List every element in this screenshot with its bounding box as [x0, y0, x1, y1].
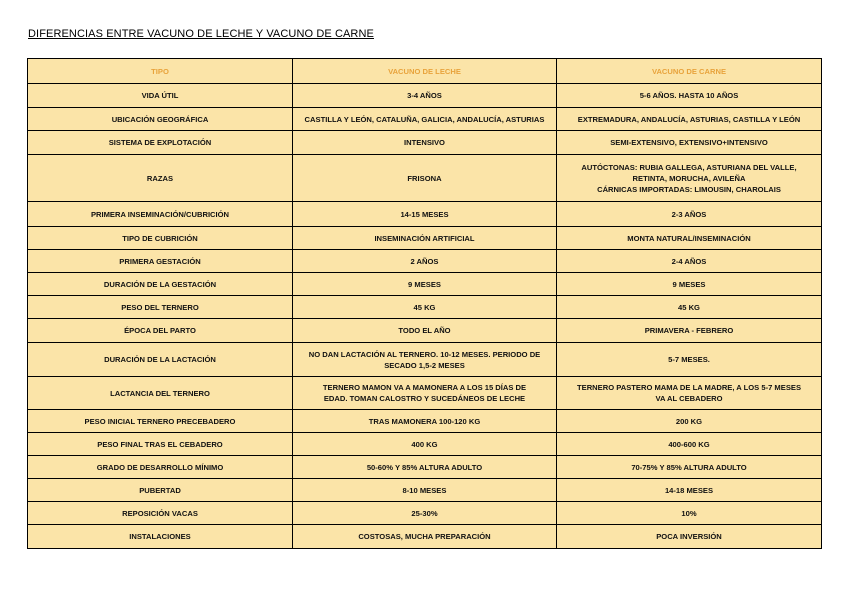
table-row — [28, 202, 822, 227]
table-row — [28, 343, 822, 377]
leche-cell: TODO EL AÑO — [293, 319, 557, 343]
carne-cell: 70-75% Y 85% ALTURA ADULTO — [557, 456, 822, 479]
table-row — [28, 502, 822, 525]
row-label-cell: PESO INICIAL TERNERO PRECEBADERO — [28, 410, 293, 433]
carne-cell: AUTÓCTONAS: RUBIA GALLEGA, ASTURIANA DEL VALLE, RETINTA, MORUCHA, AVILEÑA CÁRNICAS IMPORTADAS: LIMOUSIN, CHAROLAIS — [557, 155, 822, 202]
row-label-cell: LACTANCIA DEL TERNERO — [28, 377, 293, 410]
leche-cell: CASTILLA Y LEÓN, CATALUÑA, GALICIA, ANDALUCÍA, ASTURIAS — [293, 108, 557, 131]
leche-cell: 3-4 AÑOS — [293, 84, 557, 108]
row-label-cell: DURACIÓN DE LA GESTACIÓN — [28, 273, 293, 296]
row-label-cell: PUBERTAD — [28, 479, 293, 502]
row-label-cell: DURACIÓN DE LA LACTACIÓN — [28, 343, 293, 377]
row-label-cell: INSTALACIONES — [28, 525, 293, 549]
carne-cell: 45 KG — [557, 296, 822, 319]
carne-cell: 5-7 MESES. — [557, 343, 822, 377]
leche-cell: 400 KG — [293, 433, 557, 456]
leche-cell: FRISONA — [293, 155, 557, 202]
leche-cell: TRAS MAMONERA 100-120 KG — [293, 410, 557, 433]
comparison-table — [27, 58, 822, 549]
leche-cell: 2 AÑOS — [293, 250, 557, 273]
carne-cell: 2-3 AÑOS — [557, 202, 822, 227]
leche-cell: 45 KG — [293, 296, 557, 319]
leche-cell: 25-30% — [293, 502, 557, 525]
row-label-cell: GRADO DE DESARROLLO MÍNIMO — [28, 456, 293, 479]
header-cell: VACUNO DE CARNE — [557, 59, 822, 84]
leche-cell: 50-60% Y 85% ALTURA ADULTO — [293, 456, 557, 479]
row-label-cell: PRIMERA INSEMINACIÓN/CUBRICIÓN — [28, 202, 293, 227]
row-label-cell: PRIMERA GESTACIÓN — [28, 250, 293, 273]
row-label-cell: SISTEMA DE EXPLOTACIÓN — [28, 131, 293, 155]
row-label-cell: TIPO DE CUBRICIÓN — [28, 227, 293, 250]
carne-cell: 10% — [557, 502, 822, 525]
leche-cell: NO DAN LACTACIÓN AL TERNERO. 10-12 MESES. PERIODO DE SECADO 1,5-2 MESES — [293, 343, 557, 377]
table-body — [28, 59, 822, 549]
carne-cell: 2-4 AÑOS — [557, 250, 822, 273]
leche-cell: 8-10 MESES — [293, 479, 557, 502]
header-cell: VACUNO DE LECHE — [293, 59, 557, 84]
table-row — [28, 525, 822, 549]
table-row — [28, 319, 822, 343]
table-row — [28, 108, 822, 131]
carne-cell: POCA INVERSIÓN — [557, 525, 822, 549]
table-row — [28, 377, 822, 410]
carne-cell: MONTA NATURAL/INSEMINACIÓN — [557, 227, 822, 250]
carne-cell: SEMI-EXTENSIVO, EXTENSIVO+INTENSIVO — [557, 131, 822, 155]
leche-cell: 14-15 MESES — [293, 202, 557, 227]
header-row — [28, 59, 822, 84]
leche-cell: INTENSIVO — [293, 131, 557, 155]
row-label-cell: RAZAS — [28, 155, 293, 202]
row-label-cell: ÉPOCA DEL PARTO — [28, 319, 293, 343]
table-row — [28, 479, 822, 502]
carne-cell: 14-18 MESES — [557, 479, 822, 502]
table-row — [28, 227, 822, 250]
carne-cell: TERNERO PASTERO MAMA DE LA MADRE, A LOS 5-7 MESES VA AL CEBADERO — [557, 377, 822, 410]
carne-cell: 9 MESES — [557, 273, 822, 296]
table-row — [28, 433, 822, 456]
carne-cell: 400-600 KG — [557, 433, 822, 456]
table-row — [28, 155, 822, 202]
row-label-cell: UBICACIÓN GEOGRÁFICA — [28, 108, 293, 131]
carne-cell: EXTREMADURA, ANDALUCÍA, ASTURIAS, CASTILLA Y LEÓN — [557, 108, 822, 131]
table-row — [28, 84, 822, 108]
table-row — [28, 456, 822, 479]
carne-cell: PRIMAVERA - FEBRERO — [557, 319, 822, 343]
document-title: DIFERENCIAS ENTRE VACUNO DE LECHE Y VACUNO DE CARNE — [28, 28, 374, 40]
table-row — [28, 250, 822, 273]
leche-cell: INSEMINACIÓN ARTIFICIAL — [293, 227, 557, 250]
row-label-cell: VIDA ÚTIL — [28, 84, 293, 108]
leche-cell: COSTOSAS, MUCHA PREPARACIÓN — [293, 525, 557, 549]
table-row — [28, 131, 822, 155]
table-row — [28, 273, 822, 296]
carne-cell: 200 KG — [557, 410, 822, 433]
row-label-cell: REPOSICIÓN VACAS — [28, 502, 293, 525]
row-label-cell: PESO FINAL TRAS EL CEBADERO — [28, 433, 293, 456]
header-cell: TIPO — [28, 59, 293, 84]
table-row — [28, 410, 822, 433]
leche-cell: TERNERO MAMON VA A MAMONERA A LOS 15 DÍAS DE EDAD. TOMAN CALOSTRO Y SUCEDÁNEOS DE LECHE — [293, 377, 557, 410]
carne-cell: 5-6 AÑOS. HASTA 10 AÑOS — [557, 84, 822, 108]
leche-cell: 9 MESES — [293, 273, 557, 296]
row-label-cell: PESO DEL TERNERO — [28, 296, 293, 319]
table-row — [28, 296, 822, 319]
